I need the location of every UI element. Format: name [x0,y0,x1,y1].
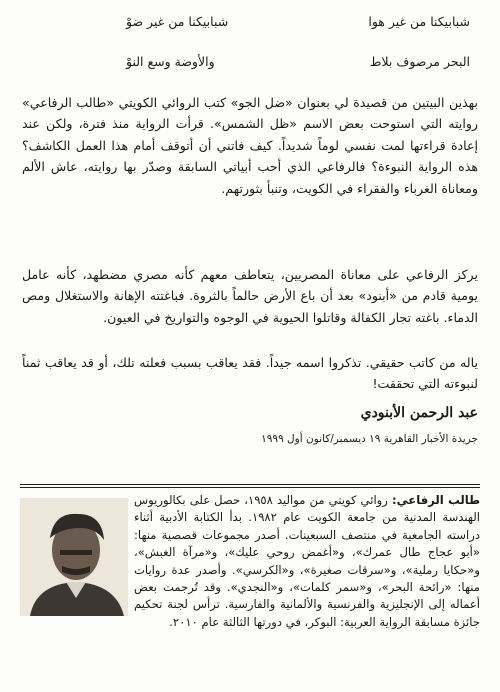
author-bio [20,492,480,688]
bio-name: طالب الرفاعي: [391,493,481,507]
article-author: عبد الرحمن الأبنودي [360,405,478,421]
poem-verse-1: شبابيكنا من غير هوا [368,14,470,29]
poem-verse-4: والأوضة وسع النوْ [126,54,215,69]
bio-body: روائي كويتي من مواليد ١٩٥٨، حصل على بكالوريوس الهندسة المدنية من جامعة الكويت عام ١٩٨٢. بدأ الكتابة الأدبية أثناء دراسته الجامعية في منتصف السبعينات. أصدر مجموعات قصصية منها: «أبو عجاج طال عمرك»، و«أغمض روحي عليك»، و«مرآة الغبش»، و«حكايا رملية»، و«سرقات صغيرة»، و«الكرسي». وأصدر عدة روايات منها: «رائحة البحر»، و«سمر كلمات»، و«النجدي». وقد تُرجمت بعض أعماله إلى الإنجليزية والفرنسية والألمانية والفارسية. ترأس لجنة تحكيم جائزة مسابقة الرواية العربية: البوكر، في دورتها الثالثة عام ٢٠١٠. [134,493,480,629]
article-paragraph-2: يركز الرفاعي على معاناة المصريين، يتعاطف معهم كأنه مصري مضطهد، كأنه عامل يومية قادم من «أبنود» بعد أن باع الأرض حالماً بالثروة. فباغتته الإهانة والاستغلال ومص الدماء. باغته تجار الكفالة وقاتلوا الحيوية في الوجوه والتواريخ في العيون. [22,267,478,325]
poem-block [30,10,470,76]
article-paragraph-1: بهذين البيتين من قصيدة لي بعنوان «ضل الجو» كتب الروائي الكويتي «طالب الرفاعي» روايته التي استوحت بعض الاسم «ظل الشمس». قرأت الرواية منذ فترة، ولكن عند إعادة قراءتها لمت نفسي لوماً شديداً. كيف فاتني أن أتوقف أمام هذا العمل الكاشف؟ هذه الرواية النبوءة؟ فالرفاعي الذي أحب أبياتي السابقة وصدّر بها روايته، عاش الألم ومعاناة الغرباء والفقراء في الكويت، وتنبأ بثورتهم. [22,95,478,196]
article-source: جريدة الأخبار القاهرية ١٩ ديسمبر/كانون أول ١٩٩٩ [261,433,478,445]
author-photo [20,498,128,616]
section-divider [20,484,480,488]
article-paragraph-3: ياله من كاتب حقيقي. تذكروا اسمه جيداً. فقد يعاقب بسبب فعلته تلك، أو قد يعاقب ثمناً لنبوءته التي تحققت! [22,355,478,392]
poem-verse-3: البحر مرصوف بلاط [369,54,470,69]
portrait-image [20,498,128,616]
poem-verse-2: شبابيكنا من غير ضوْ [126,14,229,29]
